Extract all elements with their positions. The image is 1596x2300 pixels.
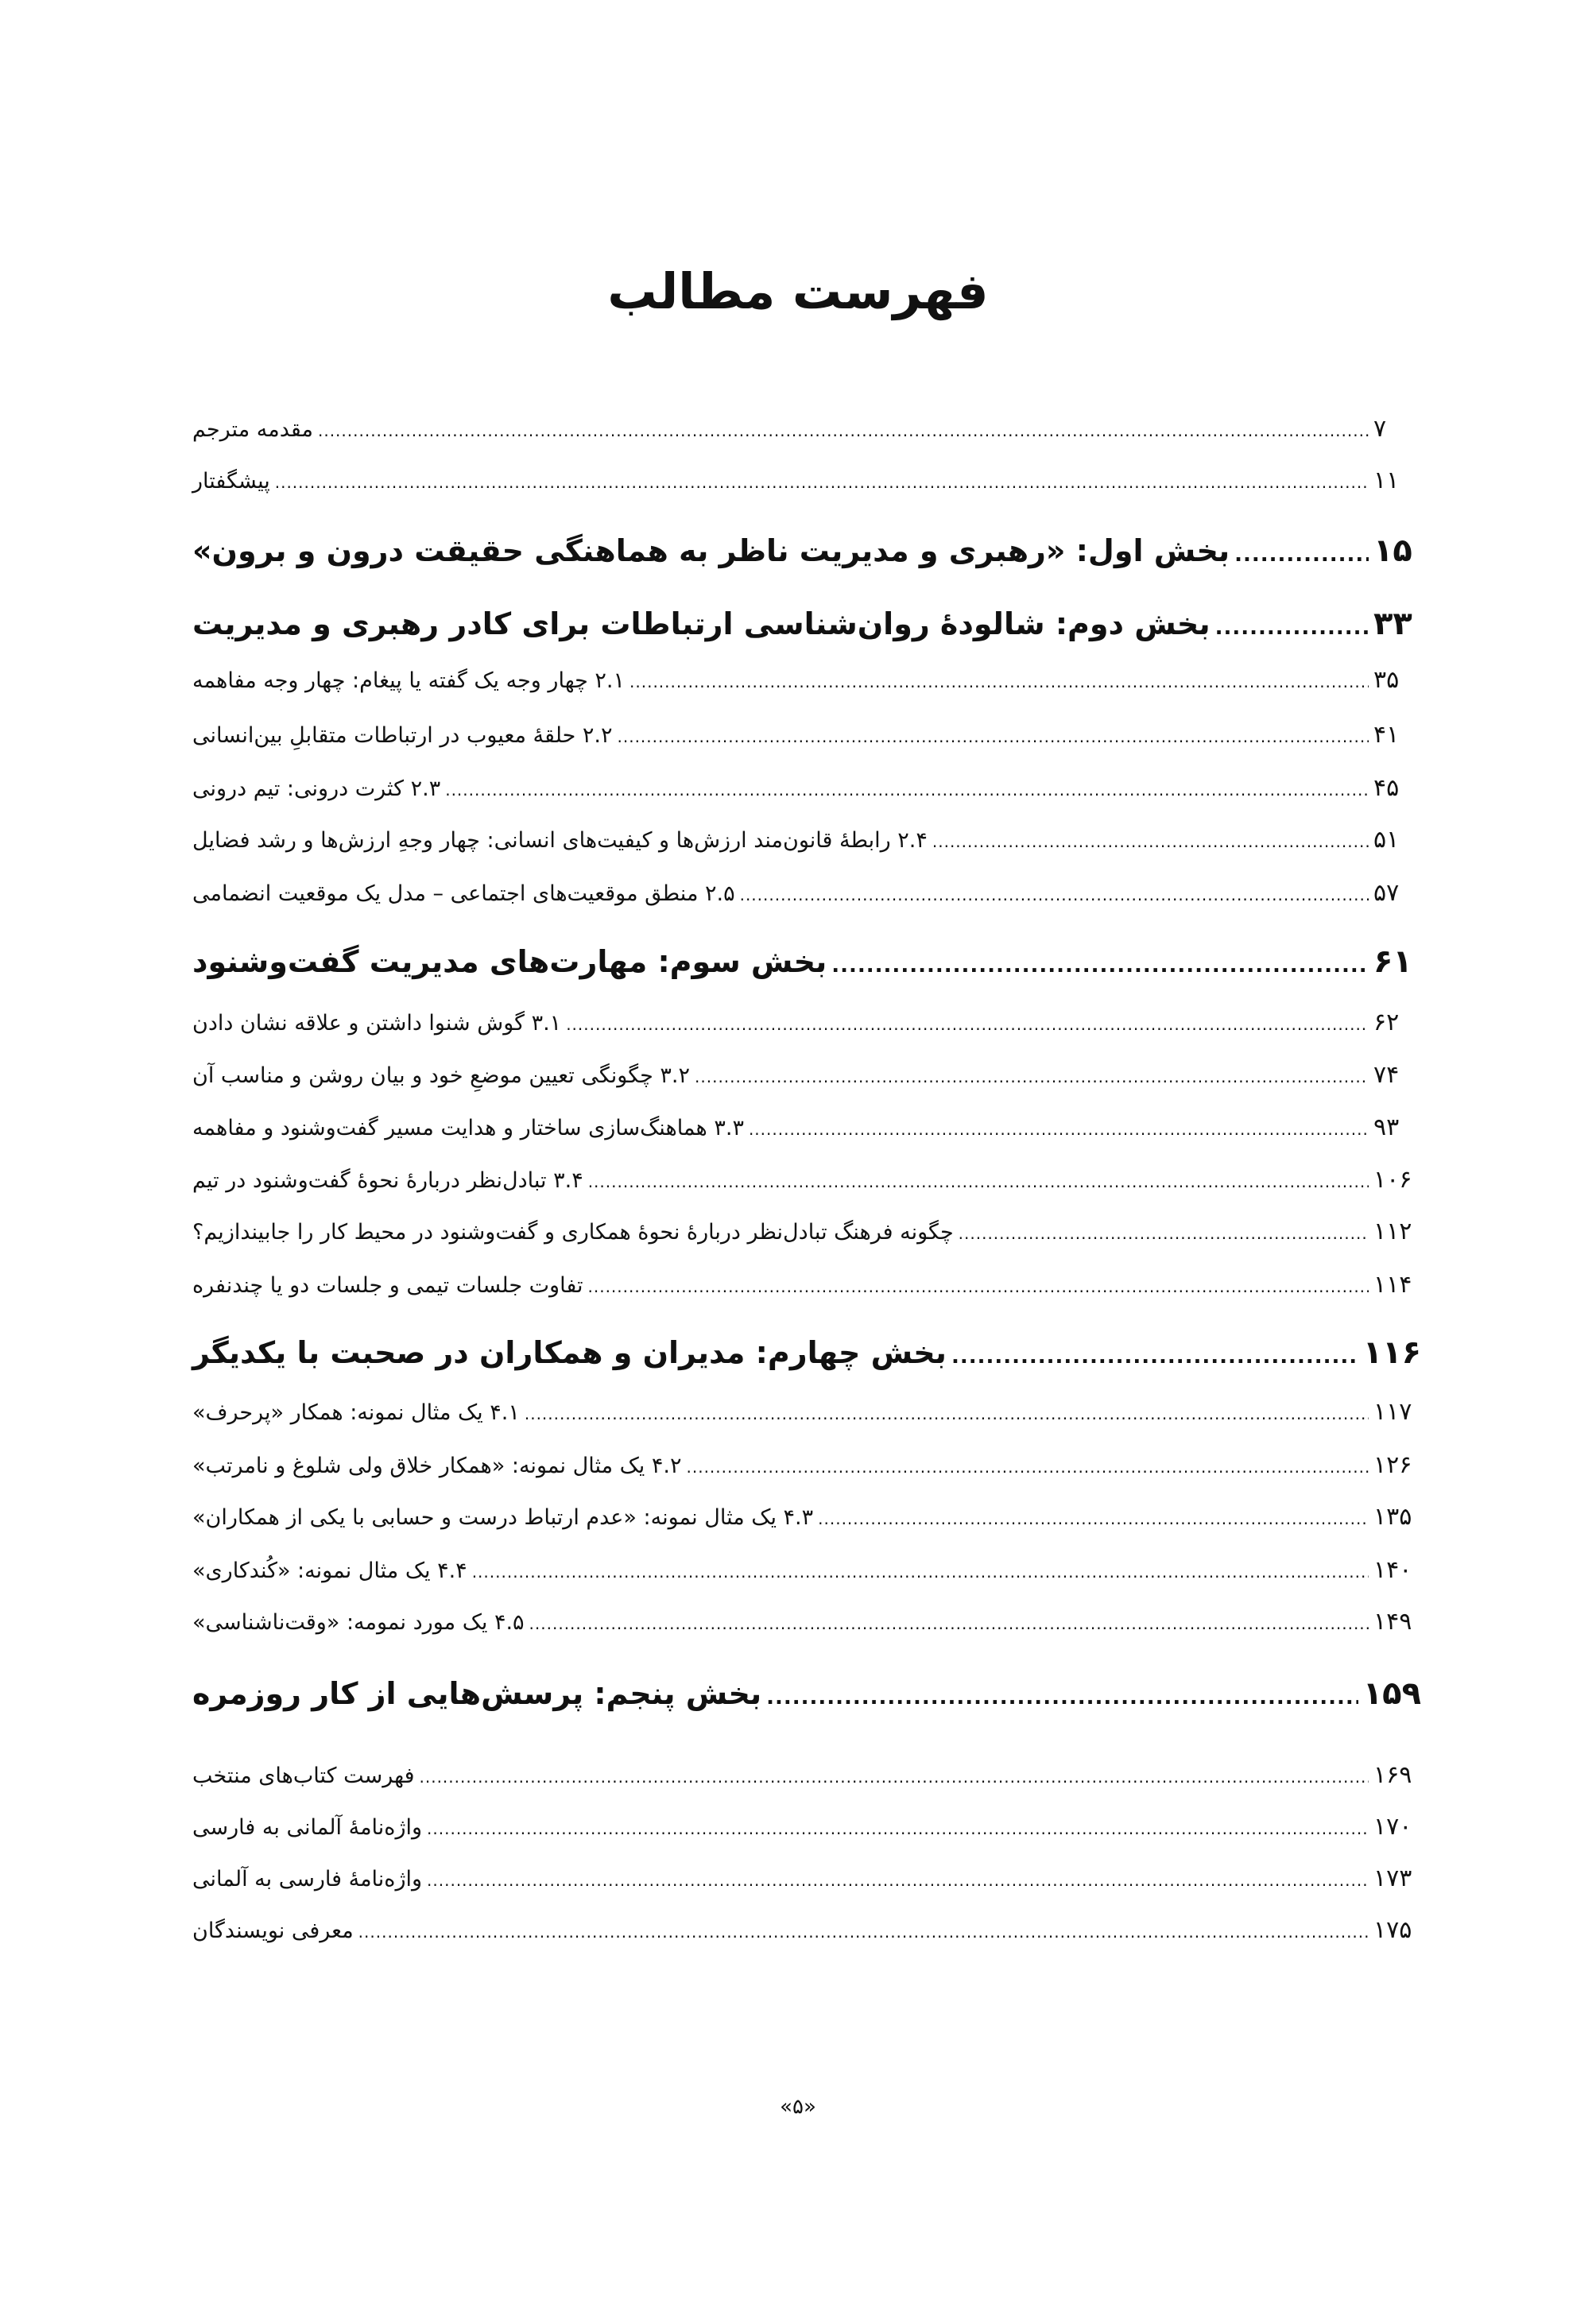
entry-page-number: ۵۱ <box>1373 826 1400 854</box>
toc-entry <box>192 879 1421 907</box>
dot-leader <box>529 1614 1369 1633</box>
entry-page-number: ۵۷ <box>1373 879 1400 907</box>
toc-section-entry <box>192 1334 1421 1371</box>
entry-page-number: ۱۱۶ <box>1362 1334 1421 1371</box>
entry-title: بخش اول: «رهبری و مدیریت ناظر به هماهنگی حقیقت درون و برون» <box>192 533 1230 568</box>
entry-page-number: ۹۳ <box>1373 1113 1400 1141</box>
toc-entry <box>192 666 1421 694</box>
dot-leader <box>588 1172 1369 1191</box>
dot-leader <box>951 1345 1358 1369</box>
toc-entry <box>192 1608 1421 1636</box>
toc-entry <box>192 1218 1421 1245</box>
entry-title: ۲.۲ حلقۀ معیوب در ارتباطات متقابلِ بین‌انسانی <box>192 723 613 748</box>
entry-page-number: ۱۴۰ <box>1373 1556 1412 1584</box>
entry-title: ۲.۳ کثرت درونی: تیم درونی <box>192 776 441 801</box>
entry-title: ۴.۵ یک مورد نمومه: «وقت‌ناشناسی» <box>192 1610 525 1635</box>
toc-entry <box>192 1271 1421 1299</box>
page-number: «۵» <box>780 2095 816 2119</box>
entry-title: واژه‌نامۀ آلمانی به فارسی <box>192 1815 423 1840</box>
entry-title: ۴.۲ یک مثال نمونه: «همکار خلاق ولی شلوغ و نامرتب» <box>192 1454 682 1478</box>
entry-page-number: ۱۷۳ <box>1373 1864 1412 1892</box>
dot-leader <box>959 1224 1369 1243</box>
entry-page-number: ۱۶۹ <box>1373 1761 1412 1789</box>
toc-entry <box>192 1556 1421 1584</box>
dot-leader <box>766 1686 1358 1710</box>
entry-page-number: ۱۳۵ <box>1373 1503 1412 1531</box>
dot-leader <box>588 1277 1369 1296</box>
entry-title: ۳.۳ هماهنگ‌سازی ساختار و هدایت مسیر گفت‌وشنود و مفاهمه <box>192 1116 744 1140</box>
toc-entry <box>192 1061 1421 1089</box>
entry-title: ۴.۳ یک مثال نمونه: «عدم ارتباط درست و حسابی با یکی از همکاران» <box>192 1505 814 1530</box>
entry-title: بخش دوم: شالودۀ روان‌شناسی ارتباطات برای کادر رهبری و مدیریت <box>192 606 1211 641</box>
toc-entry <box>192 1113 1421 1141</box>
dot-leader <box>445 780 1369 800</box>
toc-entry <box>192 415 1421 443</box>
entry-title: تفاوت جلسات تیمی و جلسات دو یا چندنفره <box>192 1273 583 1298</box>
entry-page-number: ۱۴۹ <box>1373 1608 1412 1636</box>
entry-title: ۴.۴ یک مثال نمونه: «کُندکاری» <box>192 1559 467 1583</box>
toc-entry <box>192 1864 1421 1892</box>
dot-leader <box>566 1015 1369 1034</box>
entry-page-number: ۷ <box>1373 415 1387 443</box>
dot-leader <box>427 1819 1369 1838</box>
entry-page-number: ۴۱ <box>1373 721 1400 749</box>
toc-entry <box>192 1503 1421 1531</box>
entry-page-number: ۱۱۲ <box>1373 1218 1412 1245</box>
entry-page-number: ۶۱ <box>1373 943 1412 980</box>
toc-section-entry <box>192 1675 1421 1712</box>
entry-title: ۳.۲ چگونگی تعیین موضعِ خود و بیان روشن و مناسب آن <box>192 1063 691 1088</box>
dot-leader <box>687 1458 1369 1477</box>
dot-leader <box>629 672 1369 691</box>
dot-leader <box>275 473 1369 492</box>
dot-leader <box>831 954 1369 978</box>
dot-leader <box>1234 543 1369 567</box>
dot-leader <box>740 885 1369 904</box>
dot-leader <box>472 1562 1369 1582</box>
entry-page-number: ۱۵ <box>1373 532 1412 569</box>
toc-entry <box>192 1009 1421 1036</box>
toc-entry <box>192 1398 1421 1426</box>
toc-section-entry <box>192 532 1421 569</box>
dot-leader <box>932 832 1369 851</box>
toc-entry <box>192 1916 1421 1944</box>
entry-title: فهرست کتاب‌های منتخب <box>192 1764 415 1788</box>
page-title: فهرست مطالب <box>607 262 989 320</box>
entry-title: ۴.۱ یک مثال نمونه: همکار «پرحرف» <box>192 1400 520 1425</box>
entry-title: بخش سوم: مهارت‌های مدیریت گفت‌وشنود <box>192 944 827 979</box>
entry-title: ۲.۵ منطق موقعیت‌های اجتماعی – مدل یک موقعیت انضمامی <box>192 881 735 906</box>
entry-page-number: ۱۱۷ <box>1373 1398 1412 1426</box>
entry-page-number: ۴۵ <box>1373 774 1400 802</box>
entry-page-number: ۱۷۵ <box>1373 1916 1412 1944</box>
entry-title: ۳.۱ گوش شنوا داشتن و علاقه نشان دادن <box>192 1011 562 1036</box>
toc-entry <box>192 1166 1421 1194</box>
toc-entry <box>192 1761 1421 1789</box>
toc-entry <box>192 826 1421 854</box>
toc-entry <box>192 721 1421 749</box>
entry-page-number: ۱۵۹ <box>1362 1675 1421 1712</box>
entry-page-number: ۶۲ <box>1373 1009 1400 1036</box>
dot-leader <box>318 421 1369 440</box>
entry-title: ۲.۴ رابطۀ قانون‌مند ارزش‌ها و کیفیت‌های انسانی: چهار وجهِ ارزش‌ها و رشد فضایل <box>192 828 928 853</box>
toc-section-entry <box>192 606 1421 642</box>
dot-leader <box>427 1871 1369 1890</box>
dot-leader <box>695 1067 1369 1086</box>
entry-page-number: ۳۵ <box>1373 666 1400 694</box>
dot-leader <box>618 727 1369 746</box>
dot-leader <box>420 1768 1369 1787</box>
entry-title: واژه‌نامۀ فارسی به آلمانی <box>192 1867 423 1891</box>
entry-page-number: ۱۲۶ <box>1373 1451 1412 1479</box>
entry-title: مقدمه مترجم <box>192 417 313 442</box>
entry-page-number: ۳۳ <box>1373 606 1412 642</box>
entry-page-number: ۷۴ <box>1373 1061 1400 1089</box>
dot-leader <box>1215 616 1369 640</box>
toc-entry <box>192 1813 1421 1841</box>
entry-page-number: ۱۰۶ <box>1373 1166 1412 1194</box>
entry-title: پیشگفتار <box>192 469 270 494</box>
entry-title: بخش پنجم: پرسش‌هایی از کار روزمره <box>192 1676 762 1711</box>
entry-title: معرفی نویسندگان <box>192 1919 354 1943</box>
dot-leader <box>525 1404 1369 1423</box>
dot-leader <box>749 1120 1369 1139</box>
entry-page-number: ۱۱۴ <box>1373 1271 1412 1299</box>
toc-section-entry <box>192 943 1421 980</box>
dot-leader <box>818 1509 1369 1528</box>
entry-title: بخش چهارم: مدیران و همکاران در صحبت با یکدیگر <box>192 1335 947 1370</box>
dot-leader <box>358 1922 1369 1942</box>
entry-title: ۲.۱ چهار وجه یک گفته یا پیغام: چهار وجه مفاهمه <box>192 668 626 693</box>
entry-title: ۳.۴ تبادل‌نظر دربارۀ نحوۀ گفت‌وشنود در تیم <box>192 1168 583 1193</box>
entry-page-number: ۱۱ <box>1373 467 1400 494</box>
entry-title: چگونه فرهنگ تبادل‌نظر دربارۀ نحوۀ همکاری و گفت‌وشنود در محیط کار را جابیندازیم؟ <box>192 1220 954 1245</box>
toc-entry <box>192 467 1421 494</box>
toc-entry <box>192 1451 1421 1479</box>
toc-entry <box>192 774 1421 802</box>
entry-page-number: ۱۷۰ <box>1373 1813 1412 1841</box>
